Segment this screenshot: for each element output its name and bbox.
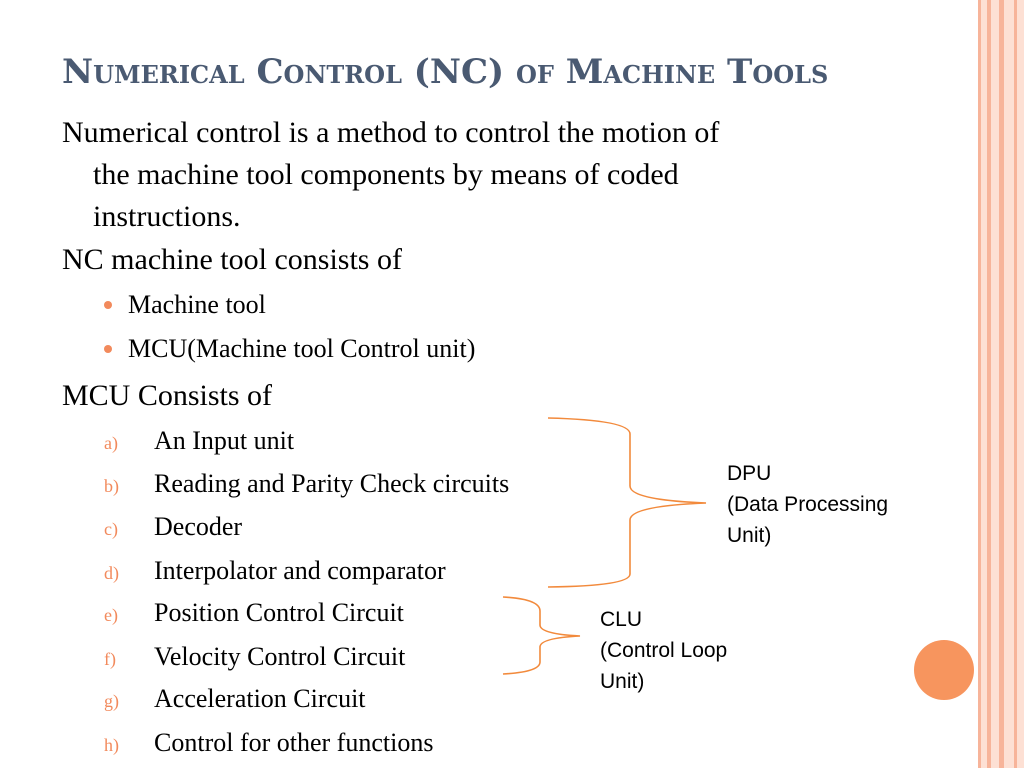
list-item: g) Acceleration Circuit: [104, 684, 366, 713]
intro-line-3: instructions.: [93, 200, 241, 233]
list-item: MCU(Machine tool Control unit): [104, 334, 475, 364]
list-item: h) Control for other functions: [104, 728, 434, 757]
list-item: a) An Input unit: [104, 426, 295, 455]
clu-brace: [503, 597, 580, 674]
list-item: c) Decoder: [104, 512, 243, 541]
decorative-circle: [914, 640, 974, 700]
intro-line-2: the machine tool components by means of coded: [93, 158, 679, 191]
clu-label: CLU (Control Loop Unit): [600, 608, 728, 693]
dpu-label: DPU (Data Processing Unit): [727, 462, 889, 547]
list-item: e) Position Control Circuit: [104, 598, 404, 627]
intro-line-1: Numerical control is a method to control the motion of: [62, 116, 720, 149]
mcu-heading: MCU Consists of: [62, 379, 273, 412]
list-item: Machine tool: [104, 290, 266, 320]
dpu-brace: [548, 418, 706, 587]
list-item: f) Velocity Control Circuit: [104, 642, 406, 671]
slide-title: Numerical Control (NC) of Machine Tools: [62, 52, 829, 92]
list-item: b) Reading and Parity Check circuits: [104, 469, 510, 498]
nc-heading: NC machine tool consists of: [62, 243, 402, 276]
list-item: d) Interpolator and comparator: [104, 556, 446, 585]
